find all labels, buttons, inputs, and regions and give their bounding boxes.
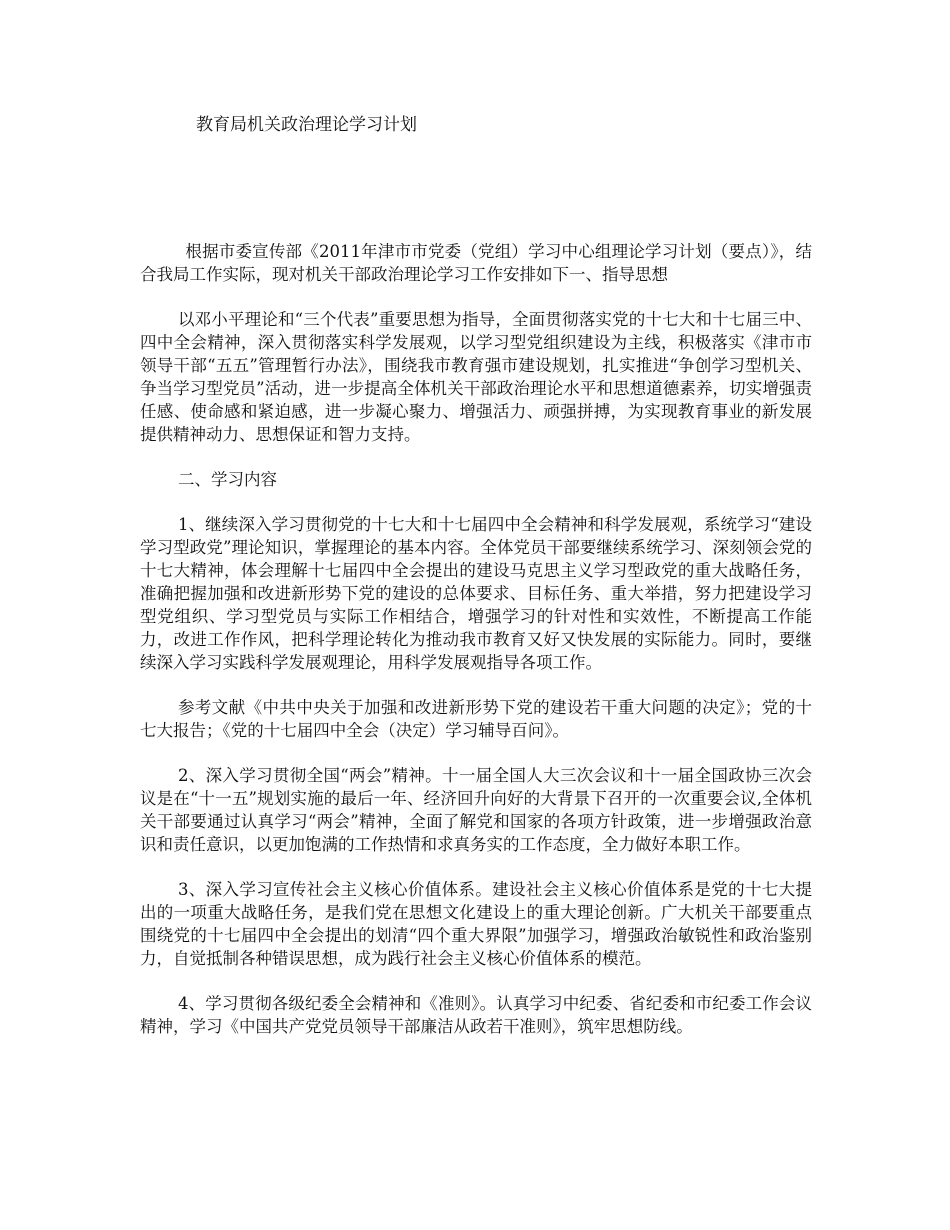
intro-paragraph: 根据市委宣传部《2011年津市市党委（党组）学习中心组理论学习计划（要点）》，结合我局工作实际，现对机关干部政治理论学习工作安排如下一、指导思想 xyxy=(140,242,812,284)
guiding-thought-paragraph: 以邓小平理论和“三个代表”重要思想为指导，全面贯彻落实党的十七大和十七届三中、四中全会精神，深入贯彻落实科学发展观，以学习型党组织建设为主线，积极落实《津市市领导干部“五五”管理暂行办法》，围绕我市教育强市建设规划，扎实推进“争创学习型机关、争当学习型党员”活动，进一步提高全体机关干部政治理论水平和思想道德素养，切实增强责任感、使命感和紧迫感，进一步凝心聚力、增强活力、顽强拼搏，为实现教育事业的新发展提供精神动力、思想保证和智力支持。 xyxy=(140,310,812,444)
content-item-3: 3、深入学习宣传社会主义核心价值体系。建设社会主义核心价值体系是党的十七大提出的一项重大战略任务，是我们党在思想文化建设上的重大理论创新。广大机关干部要重点围绕党的十七届四中全会提出的划清“四个重大界限”加强学习，增强政治敏锐性和政治鉴别力，自觉抵制各种错误思想，成为践行社会主义核心价值体系的模范。 xyxy=(140,880,812,968)
section-heading-study-content: 二、学习内容 xyxy=(177,470,277,489)
document-title: 教育局机关政治理论学习计划 xyxy=(196,115,417,135)
document-body xyxy=(140,240,812,1060)
content-item-1: 1、继续深入学习贯彻党的十七大和十七届四中全会精神和科学发展观，系统学习“建设学习型政党”理论知识，掌握理论的基本内容。全体党员干部要继续系统学习、深刻领会党的十七大精神，体会理解十七届四中全会提出的建设马克思主义学习型政党的重大战略任务，准确把握加强和改进新形势下党的建设的总体要求、目标任务、重大举措，努力把建设学习型党组织、学习型党员与实际工作相结合，增强学习的针对性和实效性，不断提高工作能力，改进工作作风，把科学理论转化为推动我市教育又好又快发展的实际能力。同时，要继续深入学习实践科学发展观理论，用科学发展观指导各项工作。 xyxy=(140,515,812,672)
content-item-4: 4、学习贯彻各级纪委全会精神和《准则》。认真学习中纪委、省纪委和市纪委工作会议精神，学习《中国共产党党员领导干部廉洁从政若干准则》，筑牢思想防线。 xyxy=(140,994,812,1036)
content-item-2: 2、深入学习贯彻全国“两会”精神。十一届全国人大三次会议和十一届全国政协三次会议是在“十一五”规划实施的最后一年、经济回升向好的大背景下召开的一次重要会议,全体机关干部要通过认真学习“两会”精神，全面了解党和国家的各项方针政策，进一步增强政治意识和责任意识，以更加饱满的工作热情和求真务实的工作态度，全力做好本职工作。 xyxy=(140,766,812,854)
references-paragraph: 参考文献《中共中央关于加强和改进新形势下党的建设若干重大问题的决定》；党的十七大报告；《党的十七届四中全会（决定）学习辅导百问》。 xyxy=(140,698,812,740)
